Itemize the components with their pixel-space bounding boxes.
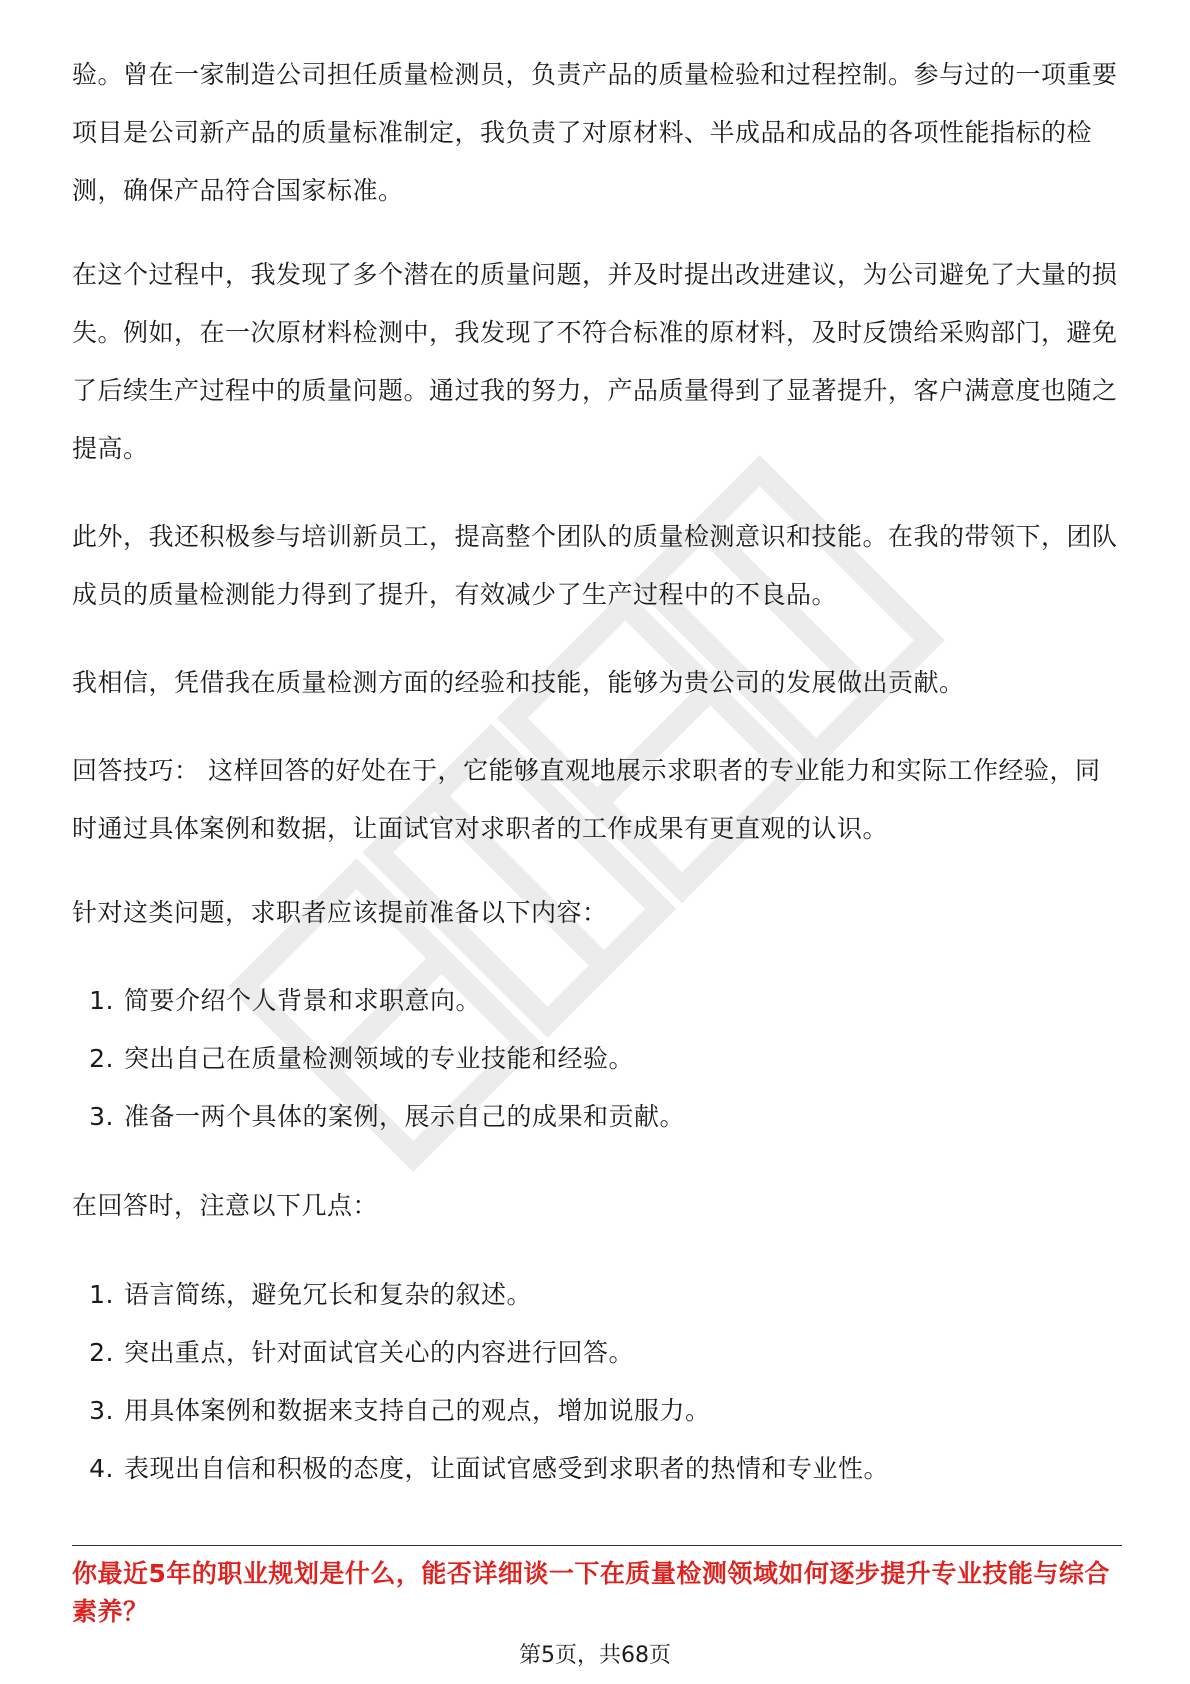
list-item xyxy=(72,1030,1122,1088)
list-number: 2. xyxy=(89,1044,114,1073)
list-item xyxy=(72,1382,1122,1440)
paragraph-conclusion: 我相信，凭借我在质量检测方面的经验和技能，能够为贵公司的发展做出贡献。 xyxy=(72,668,965,697)
paragraph-quality-issues: 在这个过程中，我发现了多个潜在的质量问题，并及时提出改进建议，为公司避免了大量的损失。例如，在一次原材料检测中，我发现了不符合标准的原材料，及时反馈给采购部门，避免了后续生产过程中的质量问题。通过我的努力，产品质量得到了显著提升，客户满意度也随之提高。 xyxy=(72,260,1118,463)
notes-list xyxy=(72,1266,1122,1498)
list-number: 4. xyxy=(89,1454,114,1483)
list-text: 用具体案例和数据来支持自己的观点，增加说服力。 xyxy=(124,1396,711,1425)
list-item xyxy=(72,1440,1122,1498)
list-number: 3. xyxy=(89,1396,114,1425)
list-text: 表现出自信和积极的态度，让面试官感受到求职者的热情和专业性。 xyxy=(124,1454,890,1483)
list-item xyxy=(72,1266,1122,1324)
list-number: 1. xyxy=(89,1280,114,1309)
list-text: 突出自己在质量检测领域的专业技能和经验。 xyxy=(124,1044,635,1073)
paragraph-notes-intro: 在回答时，注意以下几点： xyxy=(72,1191,379,1220)
list-number: 3. xyxy=(89,1102,114,1131)
list-item xyxy=(72,1324,1122,1382)
list-item xyxy=(72,1088,1122,1146)
list-number: 1. xyxy=(89,986,114,1015)
list-number: 2. xyxy=(89,1338,114,1367)
list-text: 准备一两个具体的案例，展示自己的成果和贡献。 xyxy=(124,1102,686,1131)
list-item xyxy=(72,972,1122,1030)
section-divider xyxy=(72,1545,1122,1546)
prepare-list xyxy=(72,972,1122,1146)
paragraph-training: 此外，我还积极参与培训新员工，提高整个团队的质量检测意识和技能。在我的带领下，团队成员的质量检测能力得到了提升，有效减少了生产过程中的不良品。 xyxy=(72,522,1118,609)
paragraph-experience: 验。曾在一家制造公司担任质量检测员，负责产品的质量检验和过程控制。参与过的一项重要项目是公司新产品的质量标准制定，我负责了对原材料、半成品和成品的各项性能指标的检测，确保产品符合国家标准。 xyxy=(72,60,1118,205)
paragraph-answer-tips: 回答技巧： 这样回答的好处在于，它能够直观地展示求职者的专业能力和实际工作经验，同时通过具体案例和数据，让面试官对求职者的工作成果有更直观的认识。 xyxy=(72,756,1101,843)
paragraph-prepare-intro: 针对这类问题，求职者应该提前准备以下内容： xyxy=(72,898,608,927)
list-text: 简要介绍个人背景和求职意向。 xyxy=(124,986,482,1015)
list-text: 突出重点，针对面试官关心的内容进行回答。 xyxy=(124,1338,635,1367)
list-text: 语言简练，避免冗长和复杂的叙述。 xyxy=(124,1280,533,1309)
page-number: 第5页，共68页 xyxy=(519,1643,671,1668)
next-question-heading: 你最近5年的职业规划是什么，能否详细谈一下在质量检测领域如何逐步提升专业技能与综合素养？ xyxy=(72,1559,1110,1626)
